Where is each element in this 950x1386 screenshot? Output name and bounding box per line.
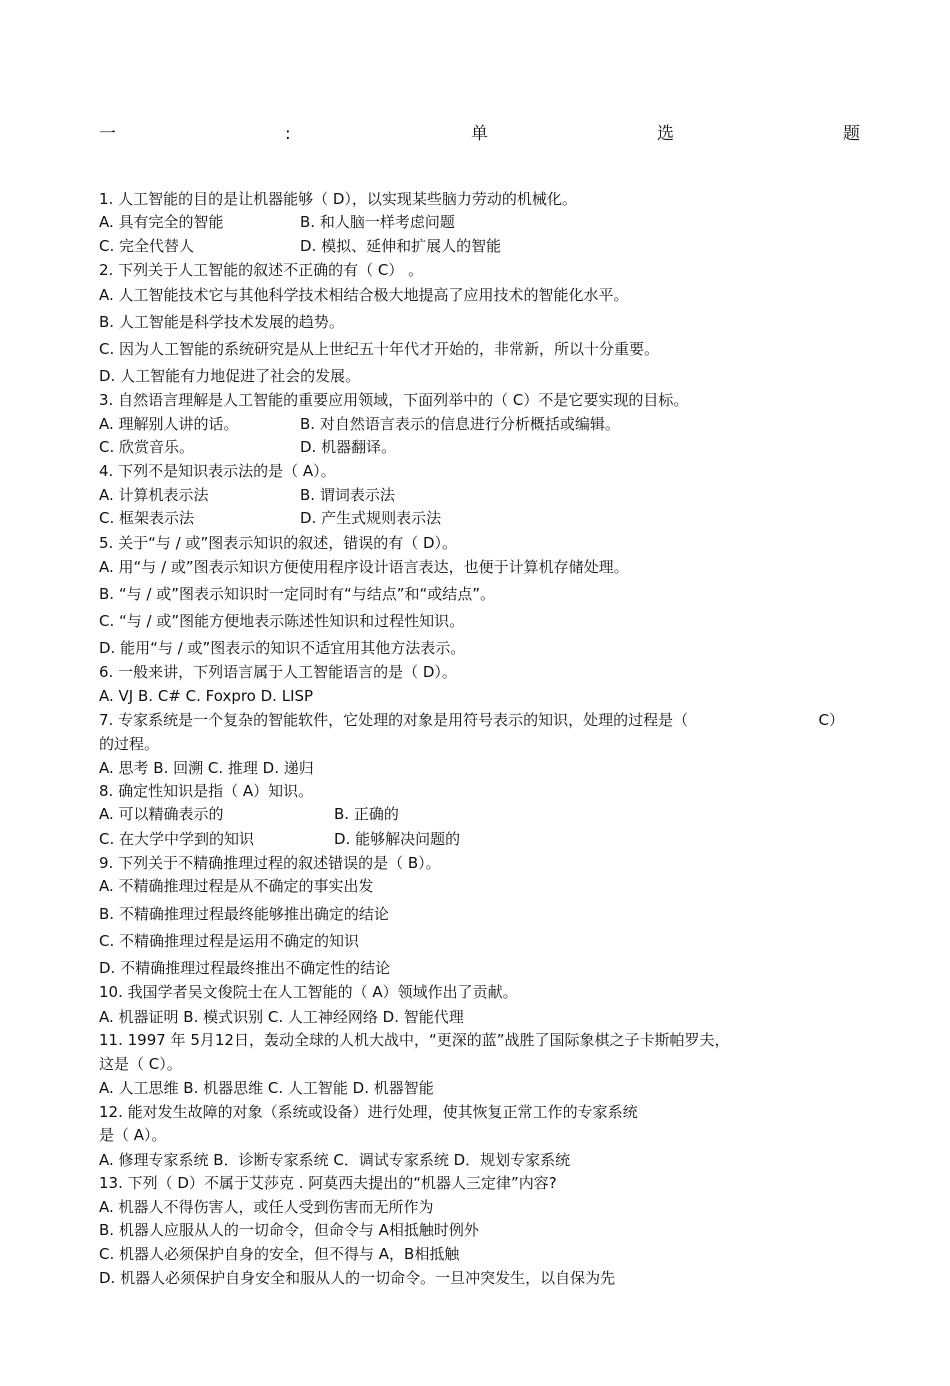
question-12: 12. 能对发生故障的对象（系统或设备）进行处理，使其恢复正常工作的专家系统 bbox=[99, 1103, 638, 1121]
option-b: B. 和人脑一样考虑问题 bbox=[300, 213, 455, 231]
question-9: 9. 下列关于不精确推理过程的叙述错误的是（ B）。 bbox=[99, 854, 441, 872]
title-char-2: : bbox=[285, 124, 291, 144]
option-b: B. 人工智能是科学技术发展的趋势。 bbox=[99, 313, 344, 331]
question-2: 2. 下列关于人工智能的叙述不正确的有（ C） 。 bbox=[99, 261, 424, 279]
question-11: 11. 1997 年 5月12日，轰动全球的人机大战中，“更深的蓝”战胜了国际象棋之子卡斯帕罗夫， bbox=[99, 1031, 730, 1049]
title-char-1: 一 bbox=[99, 124, 116, 144]
option-c: C. 完全代替人 bbox=[99, 237, 195, 255]
question-4: 4. 下列不是知识表示法的是（ A）。 bbox=[99, 462, 336, 480]
question-6: 6. 一般来讲，下列语言属于人工智能语言的是（ D）。 bbox=[99, 663, 457, 681]
option-b: B. 谓词表示法 bbox=[300, 486, 395, 504]
question-11-cont: 这是（ C）。 bbox=[99, 1055, 182, 1073]
option-c: C. 欣赏音乐。 bbox=[99, 438, 195, 456]
options: A. VJ B. C# C. Foxpro D. LISP bbox=[99, 687, 314, 705]
option-d: D. 机器翻译。 bbox=[300, 438, 397, 456]
option-c: C. 因为人工智能的系统研究是从上世纪五十年代才开始的，非常新，所以十分重要。 bbox=[99, 340, 660, 358]
option-a: A. 计算机表示法 bbox=[99, 486, 209, 504]
question-13: 13. 下列（ D）不属于艾莎克 . 阿莫西夫提出的“机器人三定律”内容? bbox=[99, 1174, 557, 1192]
options: A. 思考 B. 回溯 C. 推理 D. 递归 bbox=[99, 759, 314, 777]
question-5: 5. 关于“与 / 或”图表示知识的叙述，错误的有（ D）。 bbox=[99, 534, 458, 552]
options: A. 机器证明 B. 模式识别 C. 人工神经网络 D. 智能代理 bbox=[99, 1008, 464, 1026]
question-12-cont: 是（ A）。 bbox=[99, 1126, 167, 1144]
title-char-3: 单 bbox=[471, 124, 488, 144]
question-8: 8. 确定性知识是指（ A）知识。 bbox=[99, 782, 314, 800]
question-3: 3. 自然语言理解是人工智能的重要应用领域，下面列举中的（ C）不是它要实现的目标。 bbox=[99, 391, 689, 409]
option-c: C. 机器人必须保护自身的安全，但不得与 A，B相抵触 bbox=[99, 1245, 460, 1263]
option-a: A. 用“与 / 或”图表示知识方便使用程序设计语言表达，也便于计算机存储处理。 bbox=[99, 558, 629, 576]
option-d: D. 模拟、延伸和扩展人的智能 bbox=[300, 237, 502, 255]
option-b: B. 机器人应服从人的一切命令，但命令与 A相抵触时例外 bbox=[99, 1221, 479, 1239]
question-7 bbox=[99, 709, 844, 731]
option-d: D. 人工智能有力地促进了社会的发展。 bbox=[99, 367, 361, 385]
option-a: A. 理解别人讲的话。 bbox=[99, 415, 239, 433]
option-a: A. 人工智能技术它与其他科学技术相结合极大地提高了应用技术的智能化水平。 bbox=[99, 286, 629, 304]
title-char-4: 选 bbox=[657, 124, 674, 144]
question-7-answer: C） bbox=[818, 711, 844, 729]
options: A. 修理专家系统 B．诊断专家系统 C．调试专家系统 D．规划专家系统 bbox=[99, 1151, 571, 1169]
question-7-cont: 的过程。 bbox=[99, 735, 160, 753]
title-char-5: 题 bbox=[843, 124, 860, 144]
option-d: D. 能够解决问题的 bbox=[334, 830, 461, 848]
option-b: B. 正确的 bbox=[334, 805, 399, 823]
option-c: C. 在大学中学到的知识 bbox=[99, 830, 255, 848]
option-d: D. 能用“与 / 或”图表示的知识不适宜用其他方法表示。 bbox=[99, 639, 466, 657]
option-d: D. 产生式规则表示法 bbox=[300, 509, 442, 527]
option-a: A. 具有完全的智能 bbox=[99, 213, 224, 231]
option-d: D. 机器人必须保护自身安全和服从人的一切命令。一旦冲突发生，以自保为先 bbox=[99, 1269, 616, 1287]
option-b: B. “与 / 或”图表示知识时一定同时有“与结点”和“或结点”。 bbox=[99, 585, 496, 603]
option-a: A. 不精确推理过程是从不确定的事实出发 bbox=[99, 877, 374, 895]
option-c: C. 框架表示法 bbox=[99, 509, 195, 527]
question-1: 1. 人工智能的目的是让机器能够（ D），以实现某些脑力劳动的机械化。 bbox=[99, 190, 577, 208]
option-c: C. 不精确推理过程是运用不确定的知识 bbox=[99, 932, 360, 950]
option-a: A. 可以精确表示的 bbox=[99, 805, 224, 823]
question-7-text: 7. 专家系统是一个复杂的智能软件，它处理的对象是用符号表示的知识，处理的过程是（ bbox=[99, 711, 689, 729]
option-d: D. 不精确推理过程最终推出不确定性的结论 bbox=[99, 959, 391, 977]
option-b: B. 对自然语言表示的信息进行分析概括或编辑。 bbox=[300, 415, 620, 433]
option-c: C. “与 / 或”图能方便地表示陈述性知识和过程性知识。 bbox=[99, 612, 465, 630]
question-10: 10. 我国学者吴文俊院士在人工智能的（ A）领域作出了贡献。 bbox=[99, 983, 518, 1001]
option-b: B. 不精确推理过程最终能够推出确定的结论 bbox=[99, 905, 389, 923]
options: A. 人工思维 B. 机器思维 C. 人工智能 D. 机器智能 bbox=[99, 1079, 434, 1097]
option-a: A. 机器人不得伤害人，或任人受到伤害而无所作为 bbox=[99, 1198, 434, 1216]
